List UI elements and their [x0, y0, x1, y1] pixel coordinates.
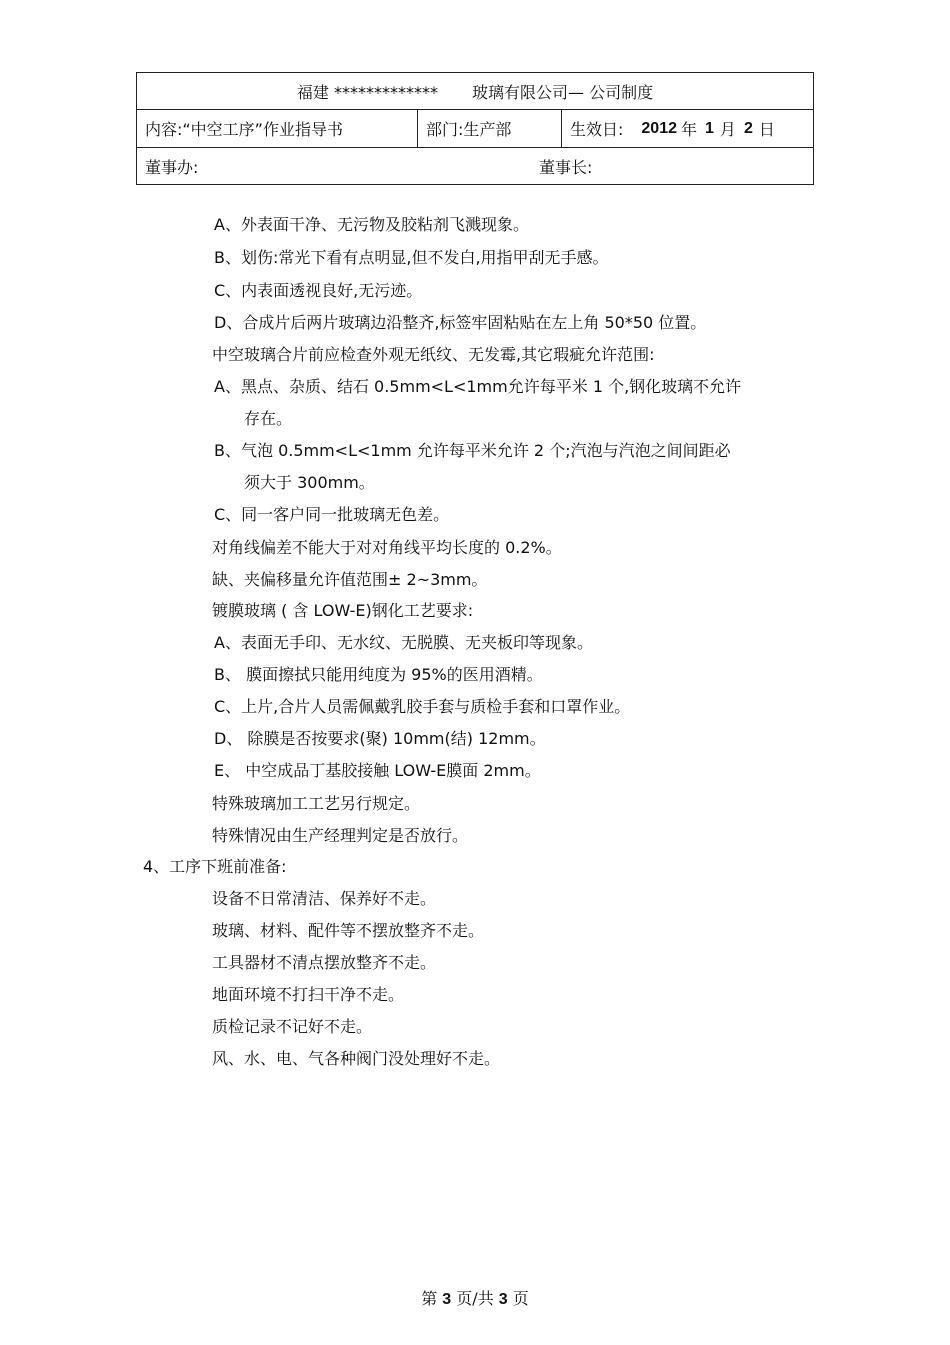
body-line: 缺、夹偏移量允许值范围± 2~3mm。: [212, 570, 488, 589]
effective-day: 2: [743, 119, 753, 137]
effective-year-unit: 年: [681, 120, 698, 139]
board-office-cell: 董事办:: [145, 157, 199, 177]
body-line: 存在。: [244, 409, 293, 428]
footer-total-pages: 3: [498, 1291, 508, 1308]
page-footer: [0, 1286, 950, 1309]
signature-row: [137, 148, 813, 184]
section-heading: 4、工序下班前准备:: [143, 857, 287, 876]
effective-label: 生效日:: [570, 120, 624, 139]
company-name-right: 玻璃有限公司— 公司制度: [472, 82, 654, 102]
effective-year: 2012: [641, 119, 677, 137]
body-line: A、外表面干净、无污物及胶粘剂飞溅现象。: [214, 215, 529, 234]
footer-suffix: 页: [512, 1289, 529, 1308]
body-line: 设备不日常清洁、保养好不走。: [212, 889, 437, 908]
body-line: 镀膜玻璃 ( 含 LOW-E)钢化工艺要求:: [212, 601, 474, 620]
header-table: [136, 72, 814, 185]
effective-date-cell: [562, 110, 813, 147]
department-cell: 部门:生产部: [418, 110, 562, 147]
footer-page-number: 3: [442, 1291, 452, 1308]
info-row: [137, 110, 813, 148]
body-line: E、 中空成品丁基胶接触 LOW-E膜面 2mm。: [214, 761, 541, 780]
body-line: A、黑点、杂质、结石 0.5mm<L<1mm允许每平米 1 个,钢化玻璃不允许: [214, 377, 742, 396]
effective-month: 1: [705, 119, 714, 137]
body-line: 玻璃、材料、配件等不摆放整齐不走。: [212, 921, 485, 940]
chairman-cell: 董事长:: [539, 157, 593, 177]
body-line: B、 膜面擦拭只能用纯度为 95%的医用酒精。: [214, 665, 543, 684]
content-cell: 内容:“中空工序”作业指导书: [137, 110, 418, 147]
body-line: 风、水、电、气各种阀门没处理好不走。: [212, 1049, 501, 1068]
body-line: D、 除膜是否按要求(聚) 10mm(结) 12mm。: [214, 729, 546, 748]
effective-day-unit: 日: [758, 120, 775, 139]
body-line: C、上片,合片人员需佩戴乳胶手套与质检手套和口罩作业。: [214, 697, 631, 716]
body-line: B、划伤:常光下看有点明显,但不发白,用指甲刮无手感。: [214, 248, 609, 267]
body-line: C、同一客户同一批玻璃无色差。: [214, 505, 450, 524]
body-line: 工具器材不清点摆放整齐不走。: [212, 953, 437, 972]
body-line: 地面环境不打扫干净不走。: [212, 985, 405, 1004]
body-line: D、合成片后两片玻璃边沿整齐,标签牢固粘贴在左上角 50*50 位置。: [214, 313, 707, 332]
footer-prefix: 第: [421, 1289, 438, 1308]
body-line: 中空玻璃合片前应检查外观无纸纹、无发霉,其它瑕疵允许范围:: [212, 345, 655, 364]
body-line: A、表面无手印、无水纹、无脱膜、无夹板印等现象。: [214, 633, 593, 652]
effective-month-unit: 月: [719, 120, 736, 139]
company-row: [137, 73, 813, 110]
body-line: 质检记录不记好不走。: [212, 1017, 373, 1036]
body-line: 特殊玻璃加工工艺另行规定。: [212, 794, 421, 813]
company-name-left: 福建 *************: [296, 82, 438, 102]
footer-middle: 页/共: [456, 1289, 494, 1308]
body-line: 特殊情况由生产经理判定是否放行。: [212, 826, 469, 845]
body-line: 须大于 300mm。: [244, 473, 375, 492]
body-line: C、内表面透视良好,无污迹。: [214, 281, 423, 300]
body-line: 对角线偏差不能大于对对角线平均长度的 0.2%。: [212, 538, 562, 557]
body-line: B、气泡 0.5mm<L<1mm 允许每平米允许 2 个;汽泡与汽泡之间间距必: [214, 441, 731, 460]
